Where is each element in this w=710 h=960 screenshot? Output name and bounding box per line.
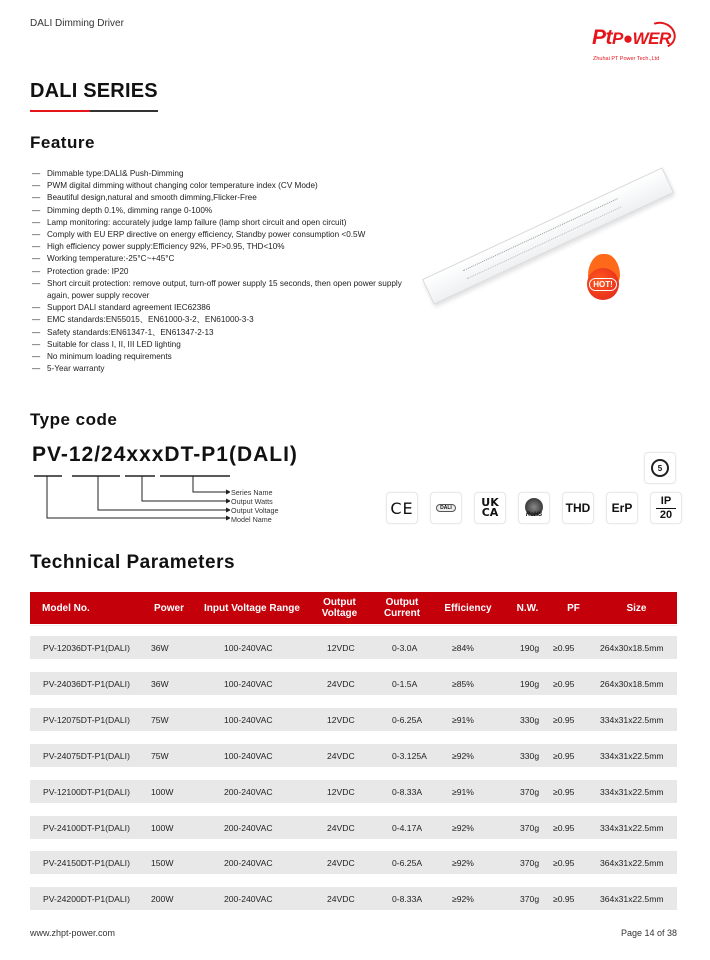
feature-list bbox=[32, 168, 402, 375]
legend-output-watts: Output Watts bbox=[231, 497, 273, 506]
feature-item: — Lamp monitoring: accurately judge lamp failure (lamp short circuit and open circuit) bbox=[32, 217, 347, 227]
table-row: PV-12036DT-P1(DALI) 36W 100-240VAC 12VDC 0-3.0A ≥84% 190g ≥0.95 264x30x18.5mm bbox=[30, 636, 677, 659]
feature-item: — EMC standards:EN55015、EN61000-3-2、EN61000-3-3 bbox=[32, 315, 254, 325]
feature-item: — PWM digital dimming without changing color temperature index (CV Mode) bbox=[32, 181, 318, 191]
column-header: N.W. bbox=[516, 602, 539, 614]
feature-item: — Beautiful design,natural and smooth dimming,Flicker-Free bbox=[32, 193, 257, 203]
feature-item: — High efficiency power supply:Efficiency 92%, PF>0.95, THD<10% bbox=[32, 242, 285, 252]
document-header-title: DALI Dimming Driver bbox=[30, 18, 124, 29]
feature-item: — Working temperature:-25°C~+45°C bbox=[32, 254, 175, 264]
erp-icon: ErP bbox=[606, 492, 638, 524]
hot-badge bbox=[582, 254, 624, 300]
feature-item: — 5-Year warranty bbox=[32, 364, 105, 374]
feature-item: — Support DALI standard agreement IEC62386 bbox=[32, 303, 211, 313]
column-header: Size bbox=[626, 602, 647, 614]
feature-item: — Short circuit protection: remove output, turn-off power supply 15 seconds, then open power supply again, power supply recover bbox=[32, 278, 402, 301]
ce-mark-icon: CE bbox=[386, 492, 418, 524]
column-header: Output Current bbox=[383, 597, 421, 619]
series-title: DALI SERIES bbox=[30, 80, 158, 102]
column-header: Efficiency bbox=[444, 602, 492, 614]
legend-model-name: Model Name bbox=[231, 515, 272, 524]
column-header: Output Voltage bbox=[321, 597, 358, 619]
feature-item: — No minimum loading requirements bbox=[32, 352, 172, 362]
footer-website-link[interactable]: www.zhpt-power.com bbox=[30, 928, 116, 938]
feature-item: — Protection grade: IP20 bbox=[32, 266, 129, 276]
technical-parameters-table bbox=[30, 592, 677, 904]
feature-item: — Dimmable type:DALI& Push-Dimming bbox=[32, 169, 184, 178]
feature-item: — Dimming depth 0.1%, dimming range 0-100% bbox=[32, 205, 213, 215]
table-row: PV-24036DT-P1(DALI) 36W 100-240VAC 24VDC 0-1.5A ≥85% 190g ≥0.95 264x30x18.5mm bbox=[30, 672, 677, 695]
ip20-icon: IP 20 bbox=[650, 492, 682, 524]
type-code-diagram bbox=[30, 470, 230, 530]
table-header bbox=[30, 592, 677, 624]
company-name: Zhuhai PT Power Tech.,Ltd bbox=[593, 56, 660, 62]
led-driver-illustration bbox=[422, 167, 674, 304]
column-header: Power bbox=[153, 602, 184, 614]
thd-icon: THD bbox=[562, 492, 594, 524]
feature-item: — Comply with EU ERP directive on energy efficiency, Standby power consumption <0.5W bbox=[32, 230, 366, 240]
table-row: PV-12075DT-P1(DALI) 75W 100-240VAC 12VDC 0-6.25A ≥91% 330g ≥0.95 334x31x22.5mm bbox=[30, 708, 677, 731]
column-header: Model No. bbox=[42, 602, 90, 614]
feature-item: — Suitable for class I, II, III LED lighting bbox=[32, 339, 181, 349]
legend-series-name: Series Name bbox=[231, 488, 273, 497]
legend-output-voltage: Output Voltage bbox=[231, 506, 279, 515]
column-header: PF bbox=[567, 602, 580, 614]
hot-label: HOT! bbox=[589, 278, 617, 291]
table-row: PV-24200DT-P1(DALI) 200W 200-240VAC 24VDC 0-8.33A ≥92% 370g ≥0.95 364x31x22.5mm bbox=[30, 887, 677, 910]
product-image bbox=[420, 158, 670, 288]
type-code: PV-12/24xxxDT-P1(DALI) bbox=[32, 443, 298, 466]
table-row: PV-24150DT-P1(DALI) 150W 200-240VAC 24VDC 0-6.25A ≥92% 370g ≥0.95 364x31x22.5mm bbox=[30, 851, 677, 874]
warranty-5-year-icon: 5 bbox=[644, 452, 676, 484]
rohs-leaf-icon: RoHS bbox=[518, 492, 550, 524]
technical-parameters-heading: Technical Parameters bbox=[30, 552, 236, 573]
company-logo bbox=[586, 20, 686, 66]
table-row: PV-24100DT-P1(DALI) 100W 200-240VAC 24VDC 0-4.17A ≥92% 370g ≥0.95 334x31x22.5mm bbox=[30, 816, 677, 839]
title-underline bbox=[30, 110, 158, 112]
type-code-heading: Type code bbox=[30, 410, 118, 429]
feature-heading: Feature bbox=[30, 133, 95, 152]
table-row: PV-24075DT-P1(DALI) 75W 100-240VAC 24VDC 0-3.125A ≥92% 330g ≥0.95 334x31x22.5mm bbox=[30, 744, 677, 767]
feature-item: — Safety standards:EN61347-1、EN61347-2-13 bbox=[32, 327, 214, 337]
dali-logo-icon: DALI bbox=[430, 492, 462, 524]
page-number: Page 14 of 38 bbox=[620, 928, 677, 938]
ukca-mark-icon: UK CA bbox=[474, 492, 506, 524]
type-code-legend bbox=[231, 488, 279, 524]
logo-wordmark: PtP●WER bbox=[592, 26, 671, 49]
column-header: Input Voltage Range bbox=[204, 602, 300, 614]
certification-icons bbox=[386, 492, 682, 524]
table-row: PV-12100DT-P1(DALI) 100W 200-240VAC 12VDC 0-8.33A ≥91% 370g ≥0.95 334x31x22.5mm bbox=[30, 780, 677, 803]
